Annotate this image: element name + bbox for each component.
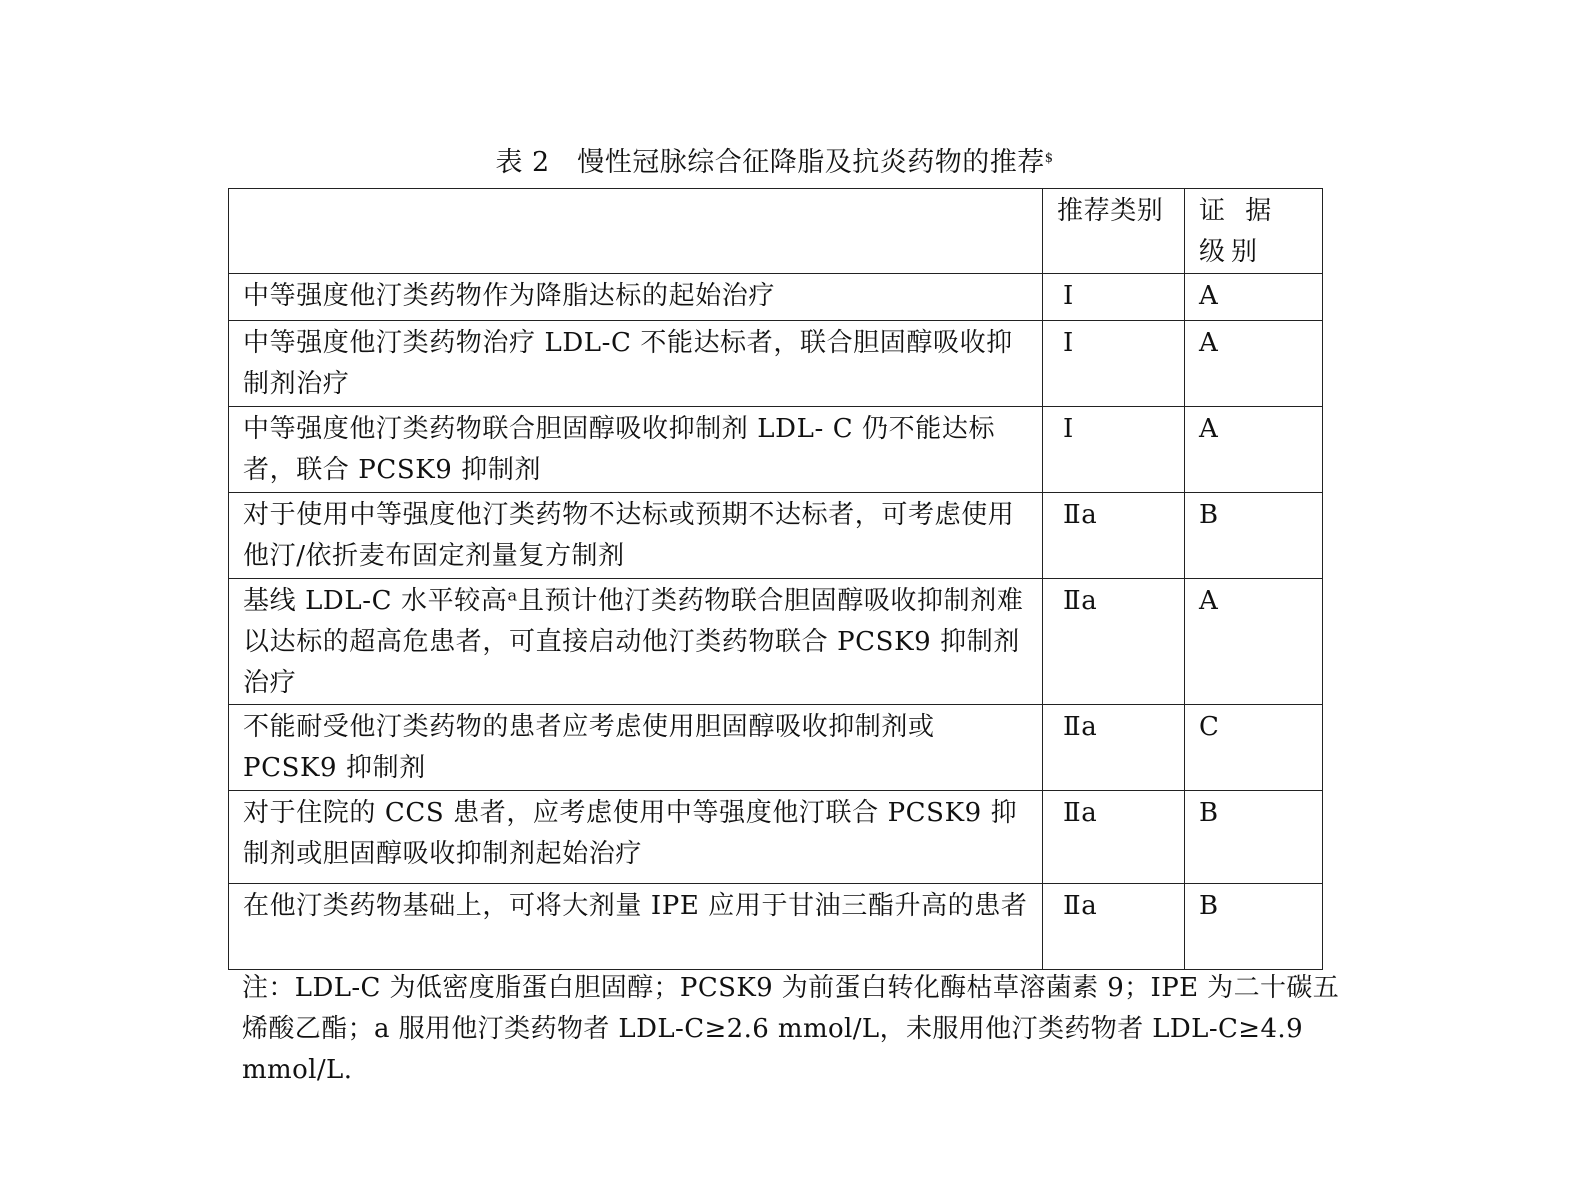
table-header-row [229,189,1323,274]
recommendation-text: 中等强度他汀类药物治疗 LDL-C 不能达标者，联合胆固醇吸收抑制剂治疗 [229,321,1043,407]
recommendation-class: Ⅱa [1043,579,1185,705]
recommendation-class: Ⅱa [1043,791,1185,884]
table-row [229,705,1323,791]
recommendation-class: Ⅱa [1043,705,1185,791]
header-recommendation-class: 推荐类别 [1043,189,1185,274]
table-row [229,884,1323,970]
header-evidence-level: 证 据 级别 [1185,189,1323,274]
recommendation-text: 对于使用中等强度他汀类药物不达标或预期不达标者，可考虑使用他汀/依折麦布固定剂量复方制剂 [229,493,1043,579]
caption-text: 表 2 慢性冠脉综合征降脂及抗炎药物的推荐 [495,147,1045,178]
recommendation-text: 中等强度他汀类药物联合胆固醇吸收抑制剂 LDL- C 仍不能达标者，联合 PCSK9 抑制剂 [229,407,1043,493]
recommendation-text: 对于住院的 CCS 患者，应考虑使用中等强度他汀联合 PCSK9 抑制剂或胆固醇吸收抑制剂起始治疗 [229,791,1043,884]
table-row [229,407,1323,493]
evidence-level: B [1185,493,1323,579]
evidence-level: A [1185,321,1323,407]
recommendation-text: 基线 LDL-C 水平较高ᵃ且预计他汀类药物联合胆固醇吸收抑制剂难以达标的超高危患者，可直接启动他汀类药物联合 PCSK9 抑制剂治疗 [229,579,1043,705]
table-row [229,579,1323,705]
caption-footnote-mark: $ [1044,151,1054,166]
table-row [229,791,1323,884]
evidence-level: A [1185,579,1323,705]
table-caption [228,143,1321,183]
recommendation-text: 中等强度他汀类药物作为降脂达标的起始治疗 [229,274,1043,321]
evidence-level: A [1185,407,1323,493]
recommendation-class: Ⅱa [1043,493,1185,579]
header-item [229,189,1043,274]
table-row [229,493,1323,579]
recommendation-text: 在他汀类药物基础上，可将大剂量 IPE 应用于甘油三酯升高的患者 [229,884,1043,970]
evidence-level: C [1185,705,1323,791]
recommendation-class: Ⅰ [1043,407,1185,493]
evidence-level: B [1185,791,1323,884]
recommendation-table [228,188,1323,970]
table-footnote: 注：LDL-C 为低密度脂蛋白胆固醇；PCSK9 为前蛋白转化酶枯草溶菌素 9；IPE 为二十碳五烯酸乙酯；a 服用他汀类药物者 LDL-C≥2.6 mmol/L，未服用他汀类药物者 LDL-C≥4.9 mmol/L. [242,973,1340,1085]
table-row [229,321,1323,407]
recommendation-class: Ⅰ [1043,274,1185,321]
recommendation-class: Ⅱa [1043,884,1185,970]
recommendation-text: 不能耐受他汀类药物的患者应考虑使用胆固醇吸收抑制剂或 PCSK9 抑制剂 [229,705,1043,791]
recommendation-class: Ⅰ [1043,321,1185,407]
evidence-level: A [1185,274,1323,321]
table-row [229,274,1323,321]
evidence-level: B [1185,884,1323,970]
